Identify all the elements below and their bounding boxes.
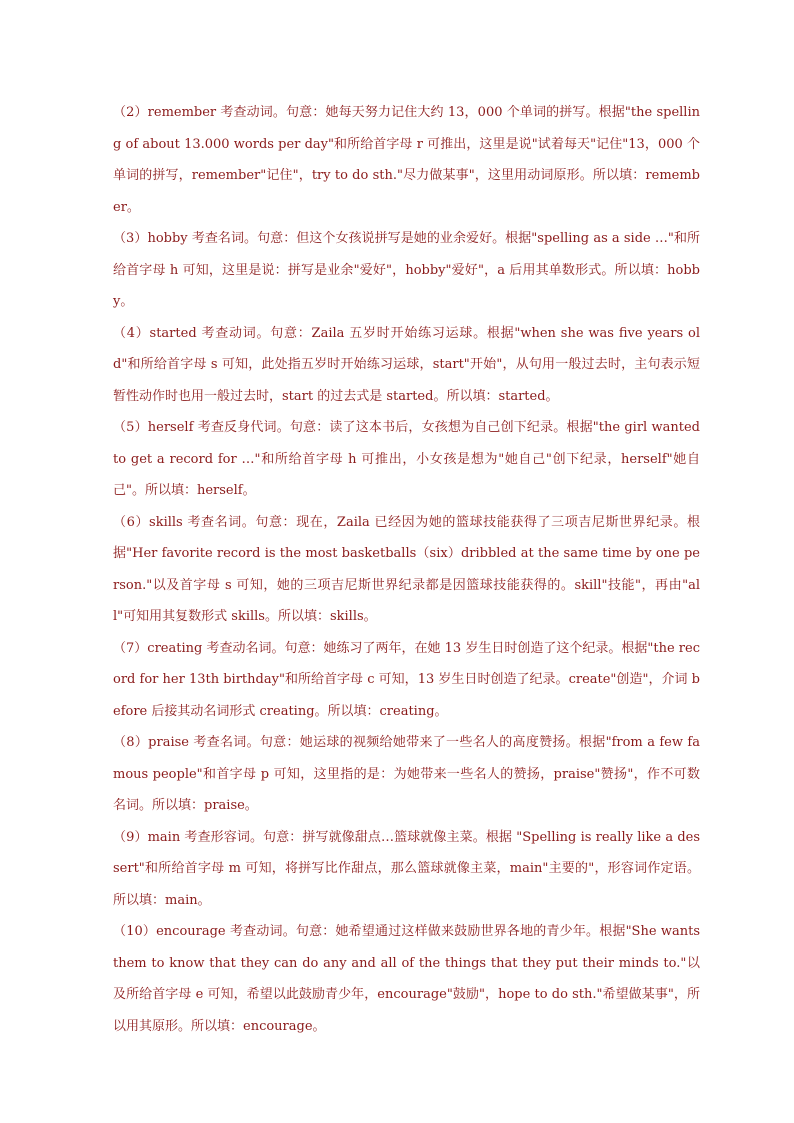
explanation-paragraph-8: （8）praise 考查名词。句意：她运球的视频给她带来了一些名人的高度赞扬。根据"from a few famous people"和首字母 p 可知，这里指的是：为她带来一些名人的赞扬，praise"赞扬"，作不可数名词。所以填：praise。 xyxy=(113,735,700,813)
explanation-paragraph-4: （4）started 考查动词。句意：Zaila 五岁时开始练习运球。根据"when she was five years old"和所给首字母 s 可知，此处指五岁时开始练习运球，start"开始"，从句用一般过去时，主句表示短暂性动作时也用一般过去时，start 的过去式是 started。所以填：started。 xyxy=(113,325,700,404)
explanation-paragraph-10: （10）encourage 考查动词。句意：她希望通过这样做来鼓励世界各地的青少年。根据"She wants them to know that they can do any and all of the things that they put their minds to."以及所给首字母 e 可知，希望以此鼓励青少年，encourage"鼓励"，hope to do sth."希望做某事"，所以用其原形。所以填：encourage。 xyxy=(113,924,700,1034)
explanation-paragraph-3: （3）hobby 考查名词。句意：但这个女孩说拼写是她的业余爱好。根据"spelling as a side …"和所给首字母 h 可知，这里是说：拼写是业余"爱好"，hobby"爱好"，a 后用其单数形式。所以填：hobby。 xyxy=(113,231,700,309)
explanation-paragraph-5: （5）herself 考查反身代词。句意：读了这本书后，女孩想为自己创下纪录。根据"the girl wanted to get a record for …"和所给首字母 h 可推出，小女孩是想为"她自己"创下纪录，herself"她自己"。所以填：herself。 xyxy=(113,420,700,498)
explanation-paragraph-6: （6）skills 考查名词。句意：现在，Zaila 已经因为她的篮球技能获得了三项吉尼斯世界纪录。根据"Her favorite record is the most basketballs（six）dribbled at the same time by one person."以及首字母 s 可知，她的三项吉尼斯世界纪录都是因篮球技能获得的。skill"技能"，再由"all"可知用其复数形式 skills。所以填：skills。 xyxy=(113,514,700,624)
explanation-paragraph-7: （7）creating 考查动名词。句意：她练习了两年，在她 13 岁生日时创造了这个纪录。根据"the record for her 13th birthday"和所给首字母 c 可知，13 岁生日时创造了纪录。create"创造"，介词 before 后接其动名词形式 creating。所以填：creating。 xyxy=(113,640,700,719)
explanation-paragraph-9: （9）main 考查形容词。句意：拼写就像甜点…篮球就像主菜。根据 "Spelling is really like a dessert"和所给首字母 m 可知，将拼写比作甜点，那么篮球就像主菜，main"主要的"，形容词作定语。所以填：main。 xyxy=(113,829,700,908)
answer-explanations xyxy=(113,97,700,1042)
explanation-paragraph-2: （2）remember 考查动词。句意：她每天努力记住大约 13，000 个单词的拼写。根据"the spelling of about 13.000 words per day"和所给首字母 r 可推出，这里是说"试着每天"记住"13，000 个单词的拼写，remember"记住"，try to do sth."尽力做某事"，这里用动词原形。所以填：remember。 xyxy=(113,105,700,215)
